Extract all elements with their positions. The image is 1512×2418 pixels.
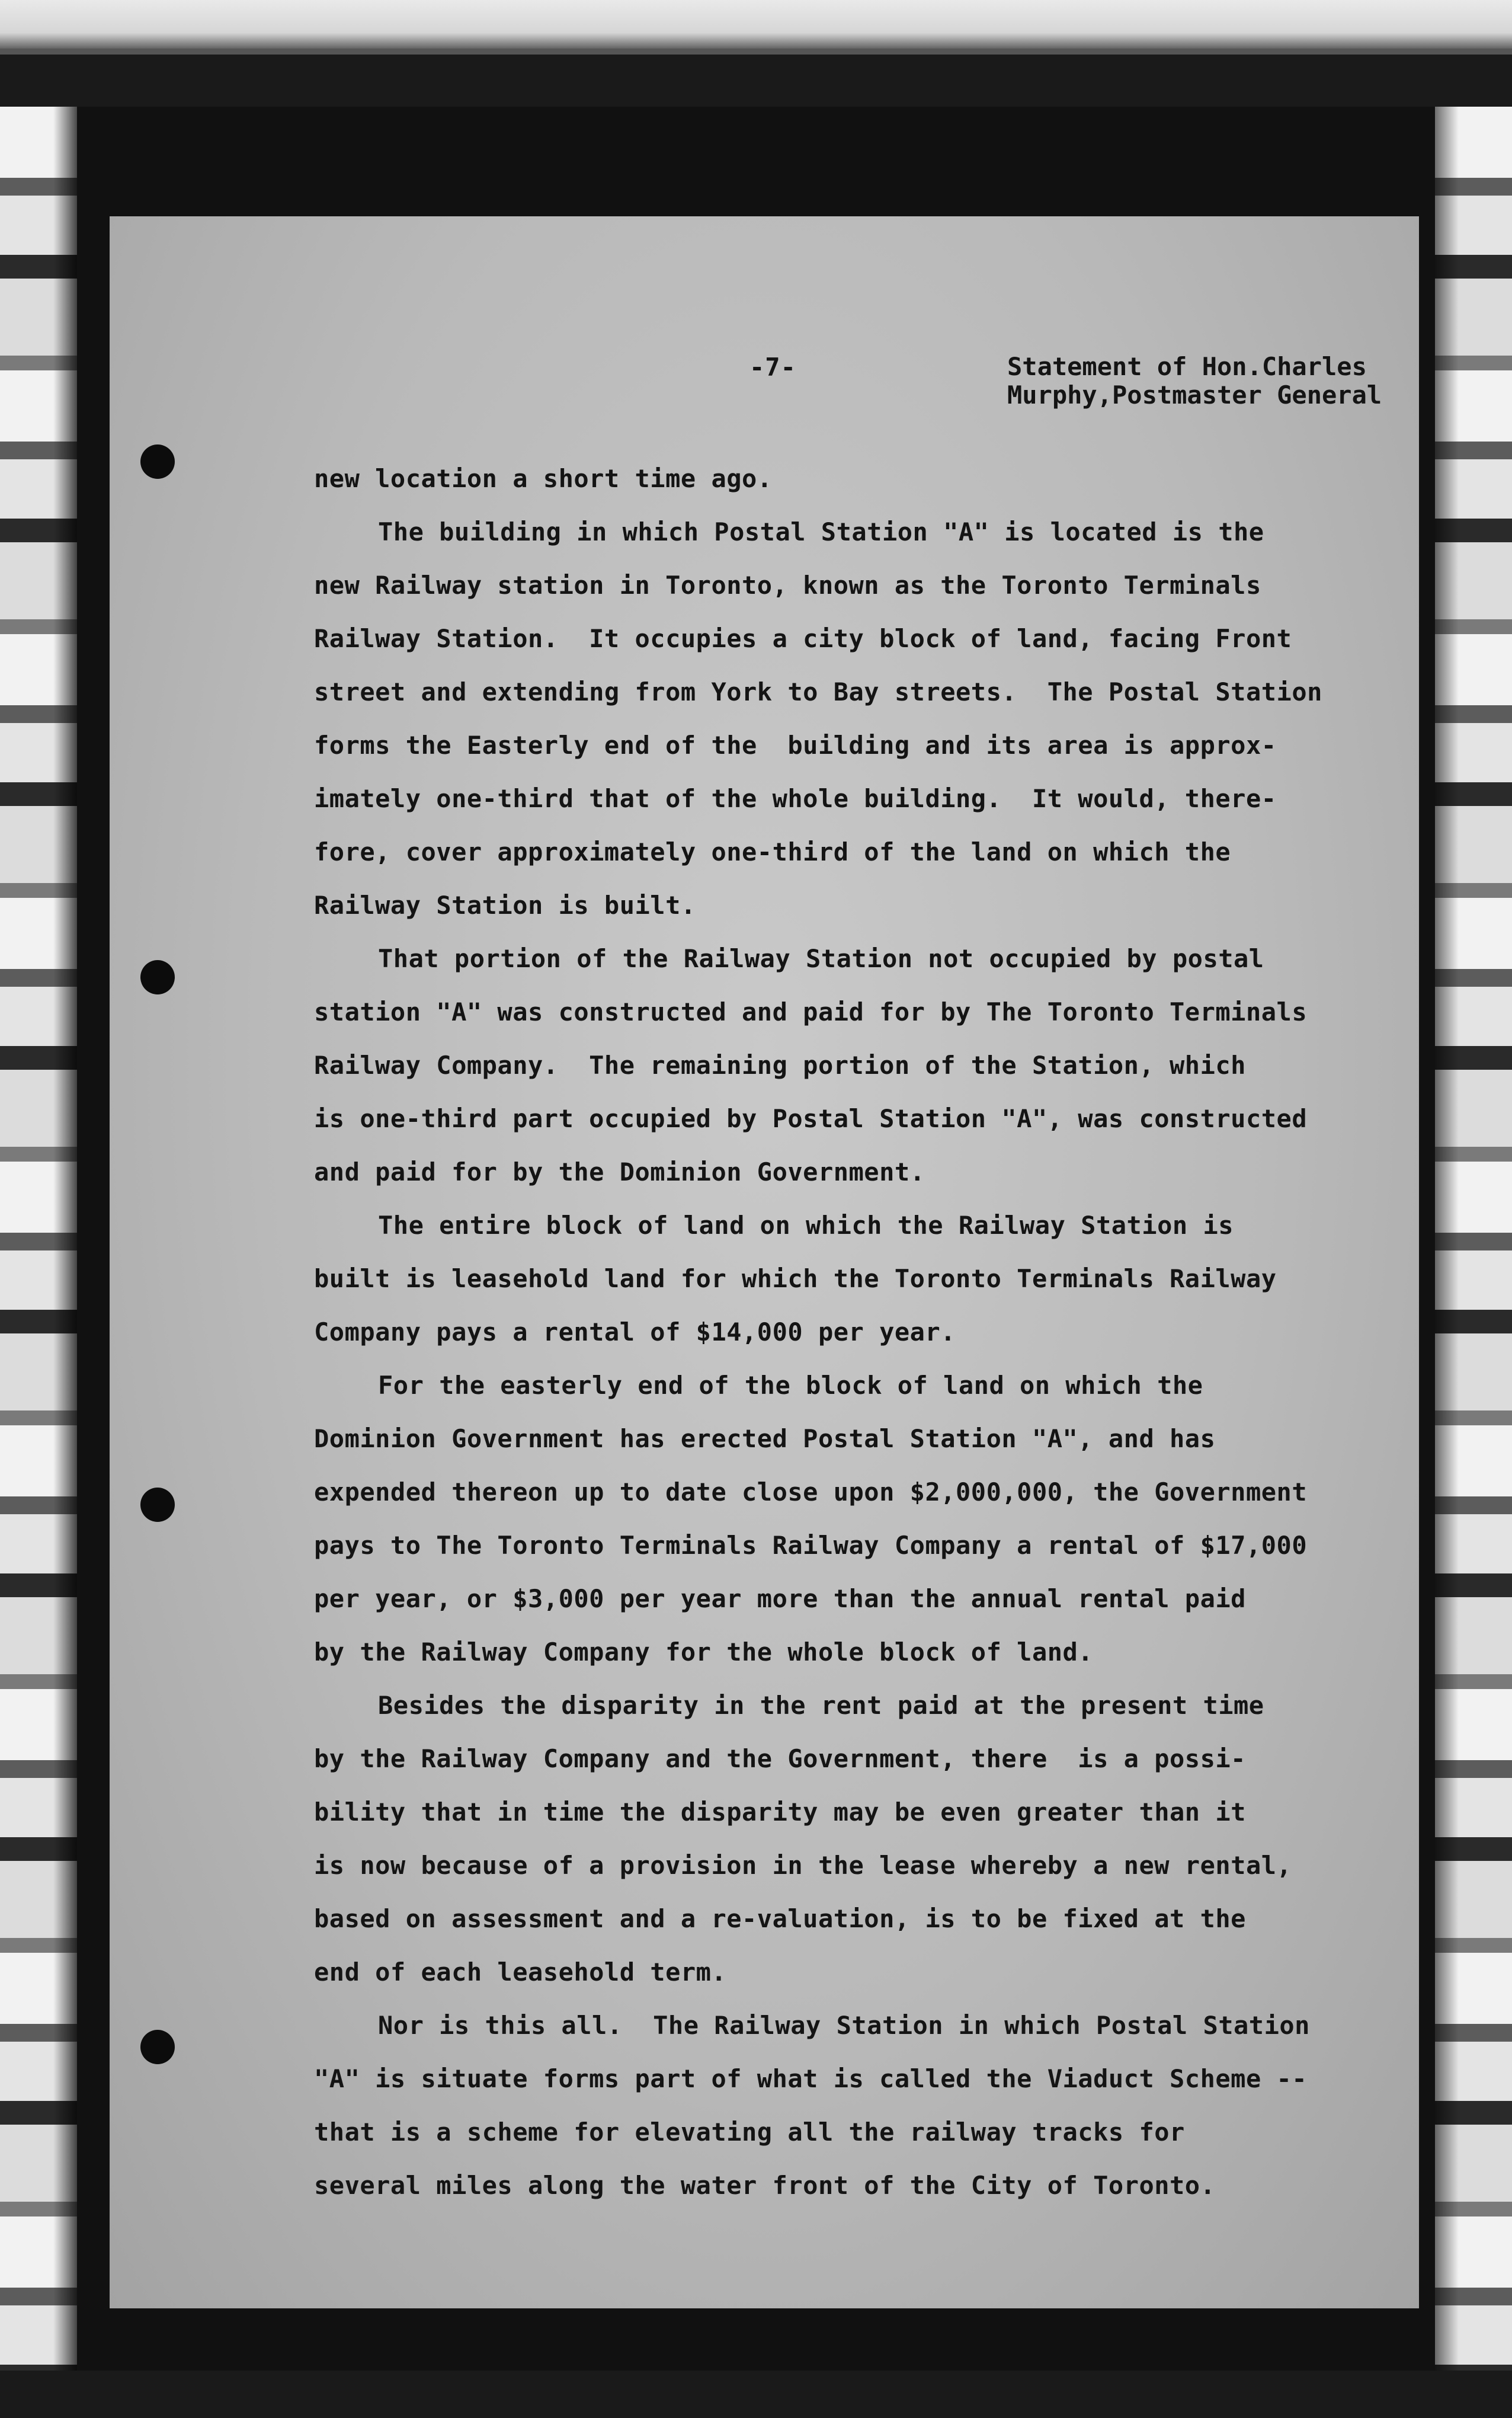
film-right-edge	[1435, 107, 1512, 2371]
text-line: built is leasehold land for which the Toronto Terminals Railway	[314, 1264, 1277, 1293]
page-number: -7-	[749, 353, 796, 382]
text-line: fore, cover approximately one-third of the land on which the	[314, 837, 1231, 866]
document-header	[1007, 353, 1382, 410]
text-line: is now because of a provision in the lease whereby a new rental,	[314, 1851, 1292, 1880]
text-line: new Railway station in Toronto, known as the Toronto Terminals	[314, 571, 1261, 600]
text-line: per year, or $3,000 per year more than the annual rental paid	[314, 1584, 1246, 1613]
text-line: that is a scheme for elevating all the railway tracks for	[314, 2118, 1185, 2147]
text-line: expended thereon up to date close upon $2,000,000, the Government	[314, 1477, 1308, 1507]
text-line: Railway Station. It occupies a city block of land, facing Front	[314, 624, 1292, 653]
text-line: The entire block of land on which the Railway Station is	[378, 1211, 1234, 1240]
text-line: bility that in time the disparity may be even greater than it	[314, 1797, 1246, 1827]
text-line: is one-third part occupied by Postal Station "A", was constructed	[314, 1104, 1308, 1133]
text-line: The building in which Postal Station "A" is located is the	[378, 517, 1264, 546]
header-line-1: Statement of Hon.Charles	[1007, 352, 1367, 381]
text-line: by the Railway Company and the Government, there is a possi-	[314, 1744, 1246, 1773]
text-line: station "A" was constructed and paid for by The Toronto Terminals	[314, 997, 1308, 1026]
text-line: Besides the disparity in the rent paid at the present time	[378, 1691, 1264, 1720]
document-page	[110, 216, 1419, 2308]
text-line: Dominion Government has erected Postal Station "A", and has	[314, 1424, 1216, 1453]
text-line: forms the Easterly end of the building and its area is approx-	[314, 731, 1277, 760]
punch-hole	[140, 444, 175, 479]
text-line: based on assessment and a re-valuation, is to be fixed at the	[314, 1904, 1246, 1933]
film-top-rule	[0, 49, 1512, 55]
text-line: and paid for by the Dominion Government.	[314, 1157, 925, 1186]
film-top-strip	[0, 0, 1512, 55]
text-line: imately one-third that of the whole building. It would, there-	[314, 784, 1277, 813]
punch-hole	[140, 1488, 175, 1522]
text-line: For the easterly end of the block of land on which the	[378, 1371, 1203, 1400]
body-text	[314, 464, 1392, 2224]
text-line: Railway Station is built.	[314, 891, 696, 920]
text-line: street and extending from York to Bay streets. The Postal Station	[314, 677, 1322, 706]
punch-hole	[140, 960, 175, 994]
text-line: Company pays a rental of $14,000 per year.	[314, 1317, 956, 1346]
text-line: pays to The Toronto Terminals Railway Company a rental of $17,000	[314, 1531, 1308, 1560]
text-line: by the Railway Company for the whole block of land.	[314, 1637, 1094, 1667]
film-left-edge	[0, 107, 77, 2371]
text-line: Railway Company. The remaining portion of the Station, which	[314, 1051, 1246, 1080]
punch-hole	[140, 2030, 175, 2064]
text-line: That portion of the Railway Station not occupied by postal	[378, 944, 1264, 973]
text-line: "A" is situate forms part of what is called the Viaduct Scheme --	[314, 2064, 1308, 2093]
text-line: end of each leasehold term.	[314, 1958, 727, 1987]
text-line: several miles along the water front of the City of Toronto.	[314, 2171, 1216, 2200]
text-line: Nor is this all. The Railway Station in which Postal Station	[378, 2011, 1310, 2040]
header-line-2: Murphy,Postmaster General	[1007, 380, 1382, 410]
text-line: new location a short time ago.	[314, 464, 773, 493]
